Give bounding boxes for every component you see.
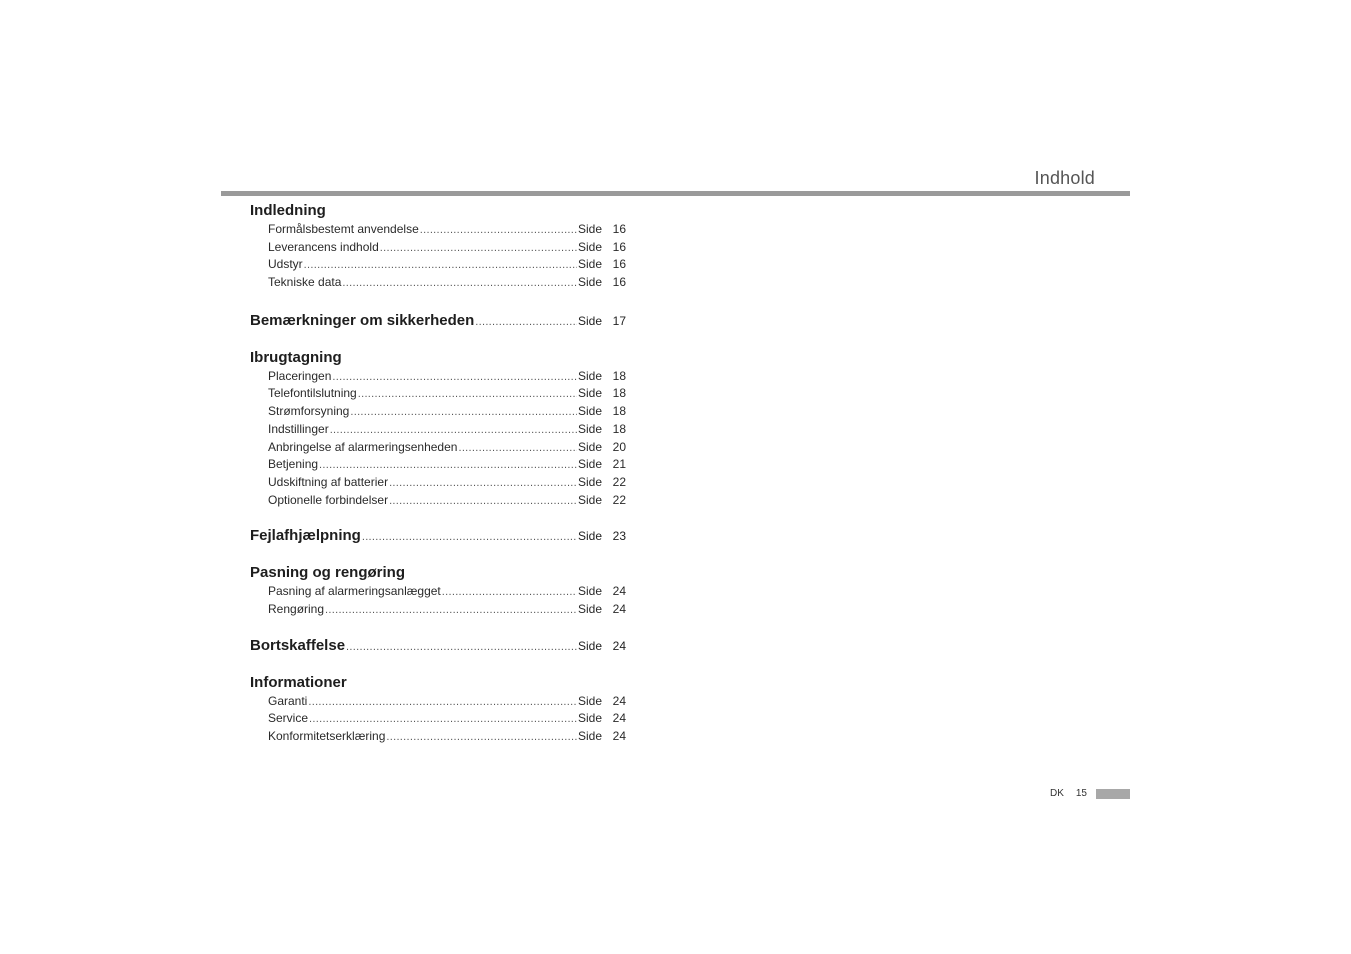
toc-side-label: Side — [578, 529, 603, 544]
toc-page-number: 22 — [612, 492, 626, 507]
toc-side-label: Side — [578, 222, 603, 236]
toc-leader-dots — [389, 493, 577, 511]
toc-page-number: 23 — [612, 529, 626, 544]
toc-side-label: Side — [578, 439, 603, 454]
toc-entry[interactable] — [250, 710, 626, 728]
toc-entry[interactable] — [250, 456, 626, 474]
toc-side-label: Side — [578, 474, 603, 489]
toc-leader-dots — [350, 404, 577, 422]
toc-entry[interactable] — [250, 421, 626, 439]
toc-entry-label: Formålsbestemt anvendelse — [268, 222, 419, 236]
toc-entry[interactable] — [250, 583, 626, 601]
toc-side-label: Side — [578, 711, 603, 726]
toc-section-bortskaffelse[interactable] — [250, 633, 626, 659]
toc-side-label: Side — [578, 368, 603, 383]
toc-entry-label: Udskiftning af batterier — [268, 474, 389, 489]
toc-page-number: 24 — [612, 601, 626, 616]
toc-side-label: Side — [578, 638, 603, 653]
toc-side-label: Side — [578, 313, 603, 328]
toc-entry-label: Optionelle forbindelser — [268, 492, 389, 507]
toc-leader-dots — [420, 222, 577, 240]
toc-leader-dots — [442, 584, 577, 602]
toc-leader-dots — [309, 711, 577, 729]
toc-side-label: Side — [578, 257, 603, 272]
toc-section-fejlafhjaelpning[interactable] — [250, 523, 626, 549]
toc-page-number: 21 — [612, 457, 626, 472]
toc-leader-dots — [362, 524, 577, 550]
toc-entry[interactable] — [250, 221, 626, 239]
toc-section-ibrugtagning — [250, 348, 626, 510]
header-rule — [221, 191, 1130, 196]
toc-side-label: Side — [578, 404, 603, 419]
toc-entry[interactable] — [250, 728, 626, 746]
toc-page-number: 16 — [612, 275, 626, 290]
toc-page-number: 24 — [612, 584, 626, 599]
toc-side-label: Side — [578, 492, 603, 507]
toc-leader-dots — [332, 369, 577, 387]
toc-section-title: Ibrugtagning — [250, 348, 342, 366]
toc-leader-dots — [346, 634, 577, 660]
toc-side-label: Side — [578, 275, 603, 290]
toc-side-label: Side — [578, 601, 603, 616]
toc-side-label: Side — [578, 584, 603, 599]
toc-page-number: 20 — [612, 439, 626, 454]
toc-page-number: 24 — [612, 638, 626, 653]
page-footer — [1050, 788, 1130, 799]
toc-leader-dots — [475, 309, 577, 335]
toc-section-title: Pasning og rengøring — [250, 564, 406, 582]
toc-entry[interactable] — [250, 274, 626, 292]
toc-entry-label: Betjening — [268, 457, 319, 472]
toc-entry[interactable] — [250, 601, 626, 619]
page-header-title: Indhold — [1034, 168, 1095, 188]
toc-section-title: Bemærkninger om sikkerheden — [250, 311, 475, 329]
toc-entry[interactable] — [250, 385, 626, 403]
toc-section-pasning — [250, 563, 626, 618]
toc-entry[interactable] — [250, 693, 626, 711]
toc-entry-label: Garanti — [268, 693, 308, 708]
toc-leader-dots — [319, 457, 577, 475]
toc-section-title: Bortskaffelse — [250, 636, 346, 654]
toc-entry-label: Telefontilslutning — [268, 386, 357, 401]
toc-page-number: 16 — [612, 257, 626, 272]
toc-section-title: Indledning — [250, 202, 326, 219]
toc-side-label: Side — [578, 457, 603, 472]
toc-leader-dots — [308, 694, 577, 712]
table-of-contents — [250, 201, 626, 746]
toc-section-informationer — [250, 673, 626, 746]
toc-entry[interactable] — [250, 368, 626, 386]
toc-side-label: Side — [578, 386, 603, 401]
footer-bar — [1096, 789, 1130, 799]
toc-page-number: 16 — [612, 239, 626, 254]
toc-page-number: 22 — [612, 474, 626, 489]
toc-leader-dots — [342, 275, 577, 293]
toc-entry[interactable] — [250, 439, 626, 457]
toc-entry-label: Konformitetserklæring — [268, 729, 386, 743]
toc-leader-dots — [304, 257, 577, 275]
toc-entry-label: Indstillinger — [268, 421, 329, 436]
toc-side-label: Side — [578, 729, 603, 743]
toc-page-number: 24 — [612, 693, 626, 708]
toc-page-number: 18 — [612, 386, 626, 401]
toc-entry[interactable] — [250, 239, 626, 257]
toc-entry-label: Leverancens indhold — [268, 239, 379, 254]
language-code: DK — [1049, 788, 1064, 799]
toc-entry-label: Tekniske data — [268, 275, 342, 290]
toc-entry-label: Service — [268, 711, 309, 726]
toc-section-title: Informationer — [250, 673, 347, 691]
toc-page-number: 18 — [612, 368, 626, 383]
toc-leader-dots — [358, 386, 577, 404]
toc-leader-dots — [330, 422, 577, 440]
toc-entry-label: Strømforsyning — [268, 404, 350, 419]
toc-page-number: 18 — [612, 404, 626, 419]
toc-leader-dots — [389, 475, 577, 493]
toc-entry-label: Udstyr — [268, 257, 303, 272]
toc-page-number: 18 — [612, 421, 626, 436]
toc-entry[interactable] — [250, 256, 626, 274]
toc-entry[interactable] — [250, 474, 626, 492]
toc-entry-label: Rengøring — [268, 601, 325, 616]
toc-section-indledning — [250, 201, 626, 292]
toc-page-number: 17 — [612, 313, 626, 328]
toc-entry[interactable] — [250, 492, 626, 510]
toc-entry-label: Anbringelse af alarmeringsenheden — [268, 439, 458, 454]
toc-side-label: Side — [578, 239, 603, 254]
toc-side-label: Side — [578, 693, 603, 708]
toc-leader-dots — [458, 440, 577, 458]
toc-side-label: Side — [578, 421, 603, 436]
toc-section-sikkerhed[interactable] — [250, 308, 626, 334]
toc-leader-dots — [386, 729, 577, 747]
toc-entry[interactable] — [250, 403, 626, 421]
toc-page-number: 24 — [612, 729, 626, 743]
toc-page-number: 24 — [612, 711, 626, 726]
toc-leader-dots — [380, 240, 577, 258]
toc-entry-label: Placeringen — [268, 368, 332, 383]
page-number: 15 — [1075, 788, 1087, 799]
toc-leader-dots — [325, 602, 577, 620]
toc-entry-label: Pasning af alarmeringsanlægget — [268, 584, 441, 599]
toc-section-title: Fejlafhjælpning — [250, 527, 361, 545]
toc-page-number: 16 — [612, 222, 626, 236]
